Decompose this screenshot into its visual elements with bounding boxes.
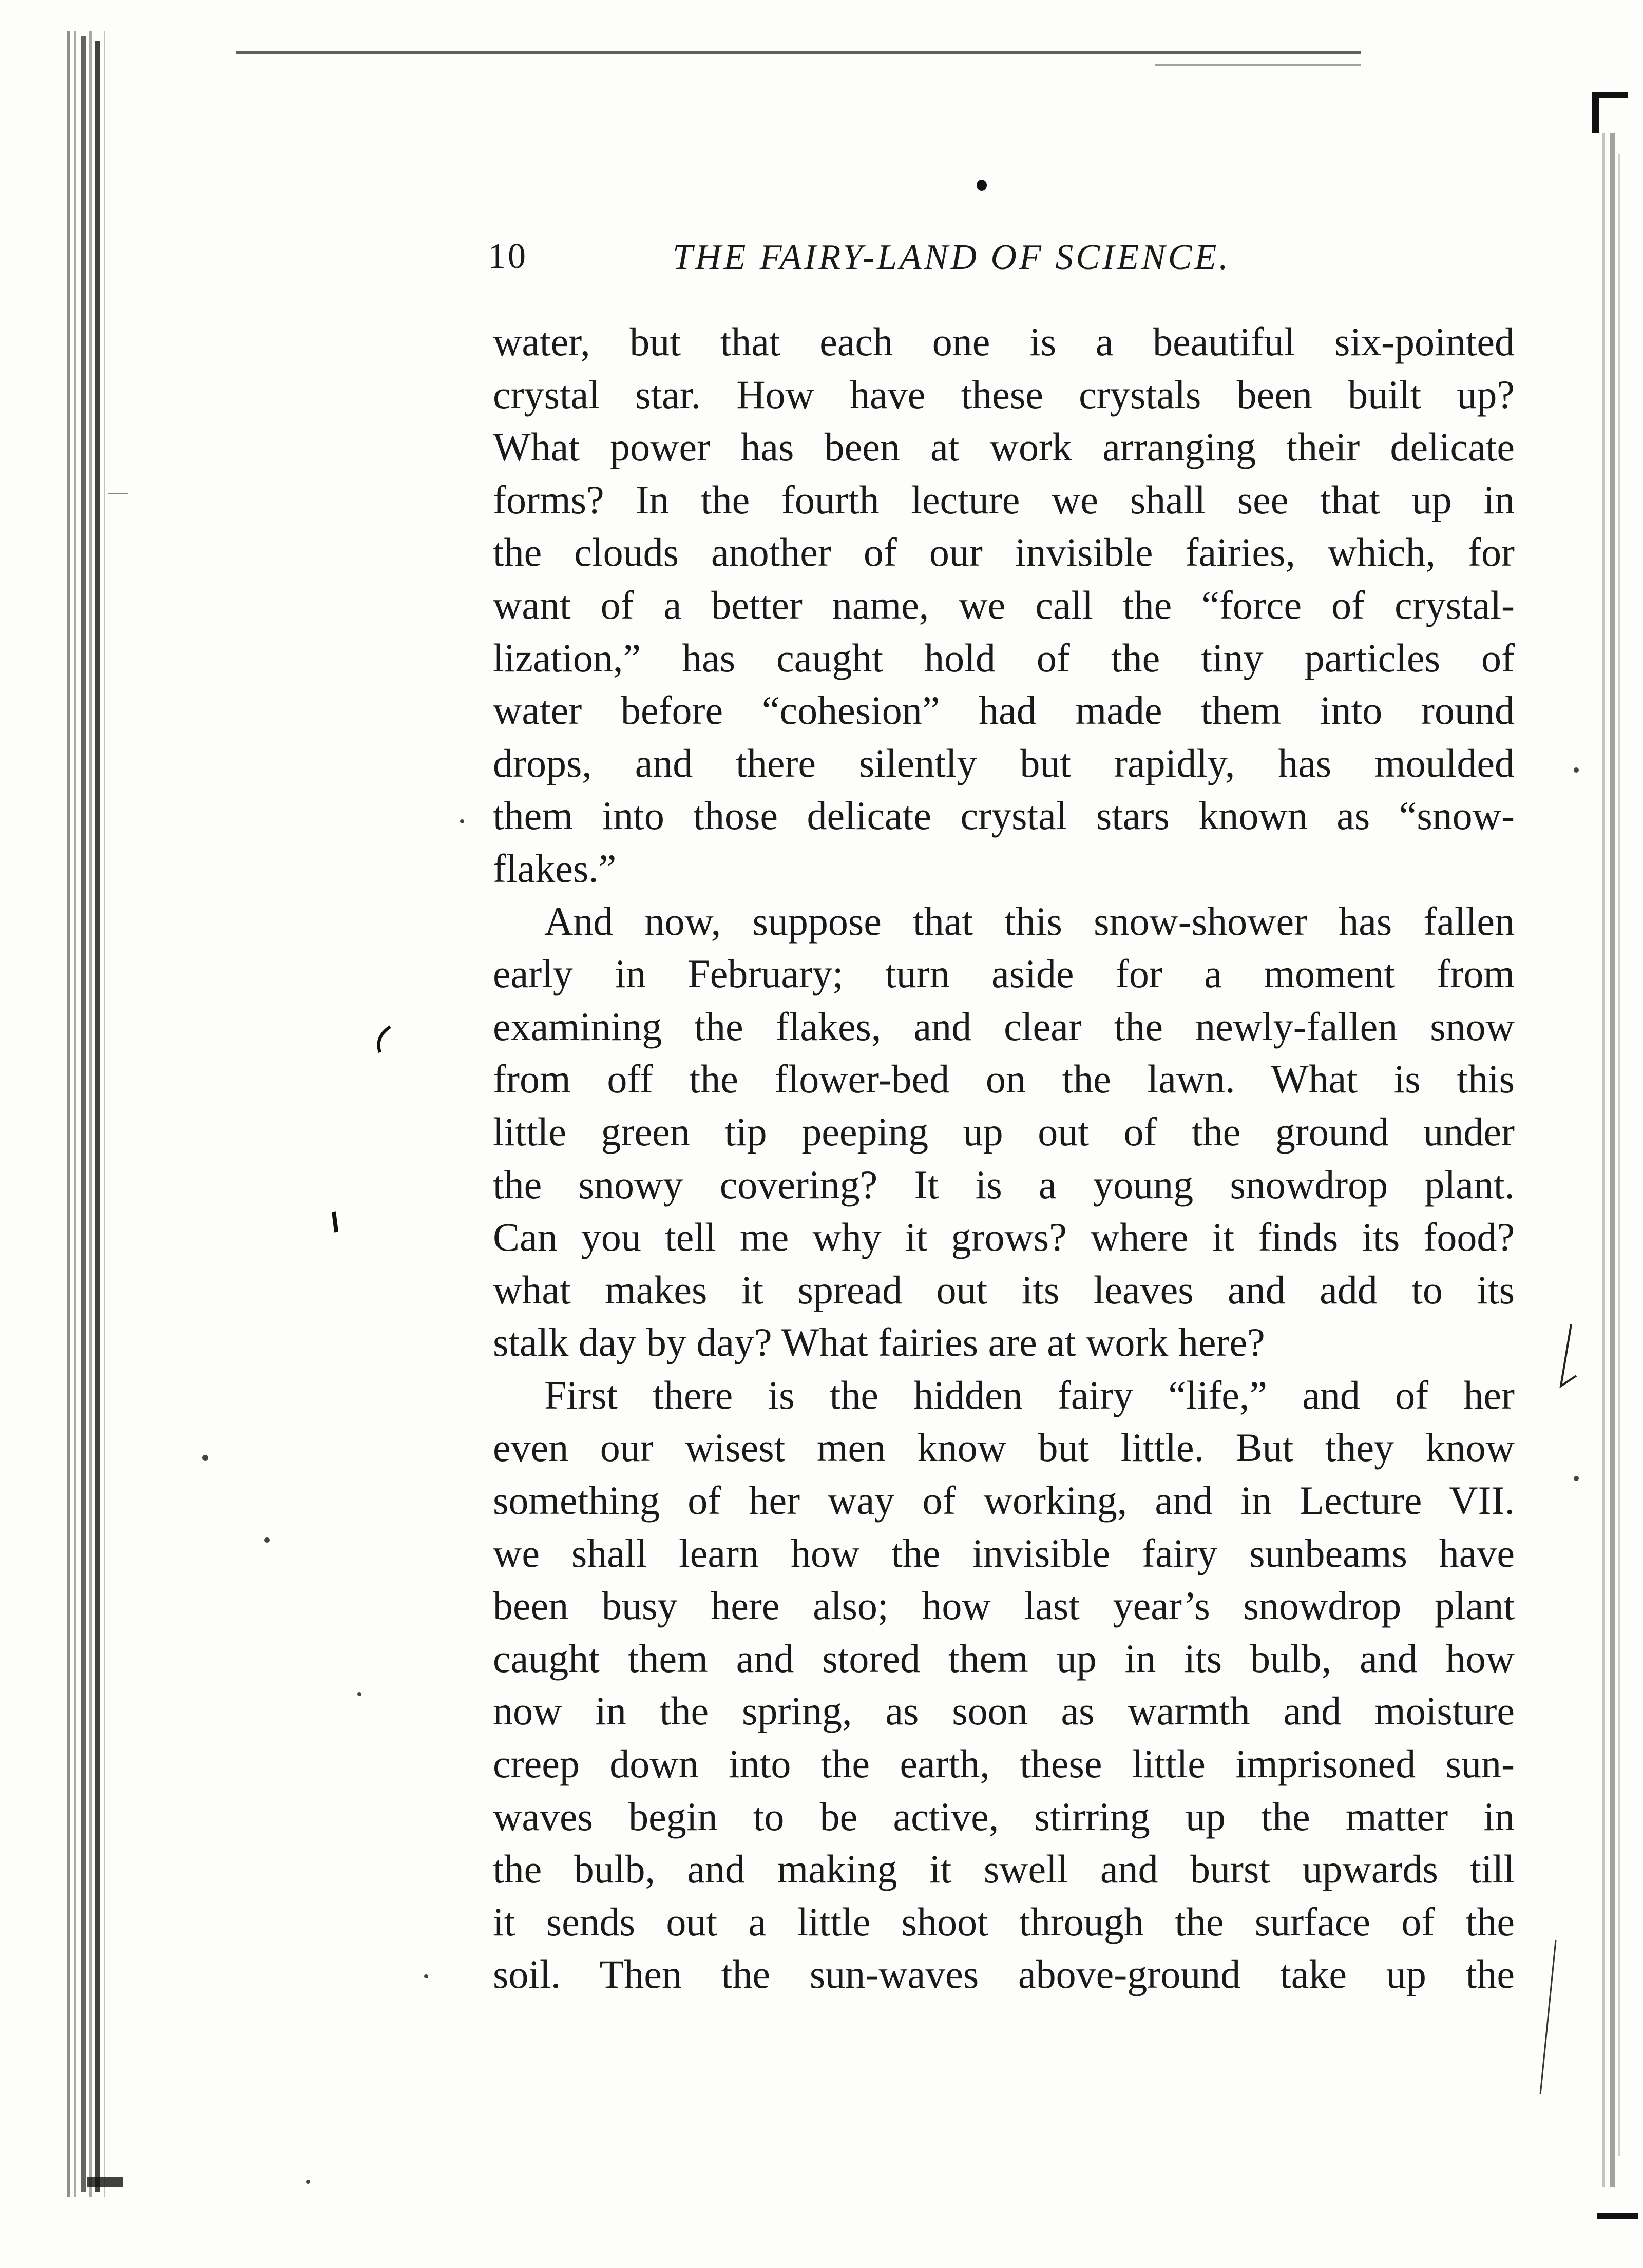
text-line: we shall learn how the invisible fairy sunbeams have — [493, 1530, 1515, 1575]
text-line: lization,” has caught hold of the tiny particles of — [493, 635, 1515, 680]
text-line: even our wisest men know but little. But they know — [493, 1425, 1515, 1470]
text-line: stalk day by day? What fairies are at work here? — [493, 1320, 1265, 1365]
text-line: water, but that each one is a beautiful six-pointed — [493, 319, 1515, 364]
text-line: the snowy covering? It is a young snowdrop plant. — [493, 1162, 1515, 1207]
text-line: caught them and stored them up in its bulb, and how — [493, 1636, 1515, 1681]
text-line: it sends out a little shoot through the surface of the — [493, 1899, 1515, 1944]
text-line: early in February; turn aside for a moment from — [493, 951, 1515, 996]
text-line: now in the spring, as soon as warmth and moisture — [493, 1688, 1515, 1734]
text-line: the clouds another of our invisible fairies, which, for — [493, 530, 1515, 575]
text-line: First there is the hidden fairy “life,” and of her — [544, 1372, 1515, 1417]
text-line: waves begin to be active, stirring up the matter in — [493, 1794, 1515, 1839]
text-line: what makes it spread out its leaves and add to its — [493, 1267, 1515, 1312]
text-line: them into those delicate crystal stars known as “snow- — [493, 793, 1515, 838]
text-line: the bulb, and making it swell and burst upwards till — [493, 1847, 1515, 1892]
text-line: examining the flakes, and clear the newly-fallen snow — [493, 1004, 1515, 1049]
text-line: What power has been at work arranging their delicate — [493, 425, 1515, 470]
text-line: little green tip peeping up out of the ground under — [493, 1109, 1515, 1154]
text-line: water before “cohesion” had made them into round — [493, 688, 1515, 733]
text-line: soil. Then the sun-waves above-ground take up the — [493, 1952, 1515, 1997]
text-line: creep down into the earth, these little imprisoned sun- — [493, 1741, 1515, 1786]
text-line: something of her way of working, and in Lecture VII. — [493, 1478, 1515, 1523]
text-line: flakes.” — [493, 845, 617, 891]
text-line: Can you tell me why it grows? where it finds its food? — [493, 1215, 1515, 1260]
text-line: from off the flower-bed on the lawn. What is this — [493, 1056, 1515, 1102]
text-line: crystal star. How have these crystals been built up? — [493, 372, 1515, 417]
text-line: forms? In the fourth lecture we shall see that up in — [493, 477, 1515, 522]
text-line: want of a better name, we call the “force of crystal- — [493, 582, 1515, 627]
text-line: been busy here also; how last year’s snowdrop plant — [493, 1583, 1515, 1628]
text-line: drops, and there silently but rapidly, has moulded — [493, 740, 1515, 785]
running-title: THE FAIRY-LAND OF SCIENCE. — [673, 238, 1231, 277]
text-line: And now, suppose that this snow-shower has fallen — [544, 898, 1515, 944]
page-number: 10 — [488, 237, 528, 276]
